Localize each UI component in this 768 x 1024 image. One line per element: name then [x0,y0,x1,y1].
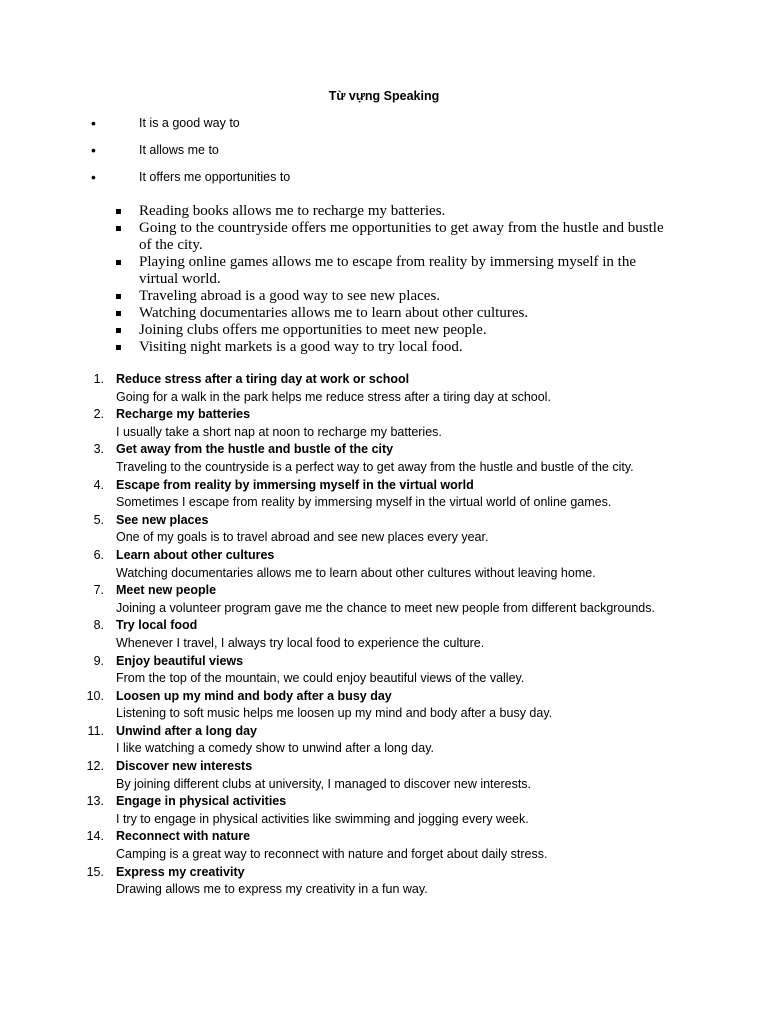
vocab-term: Express my creativity [116,864,245,879]
vocab-item [0,512,768,547]
vocab-item [0,406,768,441]
example-sentence-list [0,203,768,356]
vocab-example: Camping is a great way to reconnect with nature and forget about daily stress. [116,847,548,862]
vocab-term: Recharge my batteries [116,407,251,422]
vocab-term: Discover new interests [116,759,253,774]
item-number: 15. [86,864,104,879]
vocab-item [0,371,768,406]
vocab-example: By joining different clubs at university, I managed to discover new interests. [116,776,532,791]
item-number: 11. [87,723,104,738]
square-bullet-icon [116,260,121,265]
vocab-term: Learn about other cultures [116,547,275,562]
bullet-icon: • [91,115,96,131]
vocab-term: Escape from reality by immersing myself in the virtual world [116,477,474,492]
vocab-term: See new places [116,512,209,527]
vocab-item [0,617,768,652]
phrase-text: It allows me to [139,143,219,157]
square-bullet-icon [116,311,121,316]
bullet-icon: • [91,142,96,158]
example-item [0,220,768,254]
vocab-term: Reconnect with nature [116,829,251,844]
example-item [0,339,768,356]
example-item [0,254,768,288]
vocab-example: Traveling to the countryside is a perfect way to get away from the hustle and bustle of the city. [116,459,634,474]
page-title: Từ vựng Speaking [328,89,440,103]
vocab-example: Sometimes I escape from reality by immersing myself in the virtual world of online games. [116,495,612,510]
vocab-item [0,477,768,512]
vocab-item [0,864,768,899]
example-text: Joining clubs offers me opportunities to meet new people. [139,322,487,338]
item-number: 3. [93,442,104,457]
vocab-item [0,828,768,863]
vocab-term: Enjoy beautiful views [116,653,244,668]
item-number: 10. [86,688,104,703]
item-number: 6. [93,547,104,562]
vocab-example: One of my goals is to travel abroad and see new places every year. [116,530,489,545]
item-number: 7. [93,583,104,598]
vocab-item [0,793,768,828]
vocab-item [0,758,768,793]
item-number: 9. [93,653,104,668]
square-bullet-icon [116,294,121,299]
example-item [0,288,768,305]
example-text: Playing online games allows me to escape from reality by immersing myself in the virtual world. [139,254,636,287]
vocab-example: Listening to soft music helps me loosen up my mind and body after a busy day. [116,706,553,721]
bullet-icon: • [91,169,96,185]
vocab-example: I try to engage in physical activities like swimming and jogging every week. [116,811,529,826]
example-item [0,305,768,322]
example-text: Visiting night markets is a good way to try local food. [139,339,463,355]
phrase-list [0,114,768,195]
vocab-term: Reduce stress after a tiring day at work or school [116,372,410,386]
vocab-term: Engage in physical activities [116,794,287,809]
phrase-item [0,114,768,141]
phrase-text: It offers me opportunities to [139,170,291,184]
square-bullet-icon [116,209,121,214]
square-bullet-icon [116,328,121,333]
vocab-item [0,441,768,476]
item-number: 8. [93,618,104,633]
item-number: 14. [86,829,104,844]
vocab-example: I like watching a comedy show to unwind after a long day. [116,741,434,756]
phrase-item [0,168,768,195]
vocab-term: Try local food [116,618,198,633]
square-bullet-icon [116,345,121,350]
vocab-example: I usually take a short nap at noon to recharge my batteries. [116,424,442,439]
vocab-example: Whenever I travel, I always try local food to experience the culture. [116,635,485,650]
vocab-term: Loosen up my mind and body after a busy day [116,688,392,703]
vocab-item [0,582,768,617]
item-number: 5. [93,512,104,527]
example-text: Watching documentaries allows me to learn about other cultures. [139,305,529,321]
vocab-example: Watching documentaries allows me to learn about other cultures without leaving home. [116,565,596,580]
phrase-item [0,141,768,168]
example-text: Going to the countryside offers me opportunities to get away from the hustle and bustle of the city. [139,220,664,253]
vocab-example: From the top of the mountain, we could enjoy beautiful views of the valley. [116,671,525,686]
vocab-item [0,688,768,723]
item-number: 13. [86,794,104,809]
item-number: 1. [93,372,104,386]
vocab-term: Meet new people [116,583,217,598]
vocab-item [0,547,768,582]
vocab-term: Get away from the hustle and bustle of the city [116,442,394,457]
example-text: Reading books allows me to recharge my batteries. [139,203,446,219]
example-text: Traveling abroad is a good way to see new places. [139,288,441,304]
vocab-example: Going for a walk in the park helps me reduce stress after a tiring day at school. [116,389,551,404]
vocab-item [0,653,768,688]
example-item [0,203,768,220]
vocab-example: Joining a volunteer program gave me the chance to meet new people from different backgrounds. [116,600,655,615]
vocab-example: Drawing allows me to express my creativity in a fun way. [116,882,428,897]
square-bullet-icon [116,226,121,231]
vocab-term: Unwind after a long day [116,723,257,738]
vocab-list [0,371,768,899]
item-number: 4. [93,477,104,492]
vocab-item [0,723,768,758]
item-number: 2. [93,407,104,422]
example-item [0,322,768,339]
item-number: 12. [86,759,104,774]
phrase-text: It is a good way to [139,116,240,130]
